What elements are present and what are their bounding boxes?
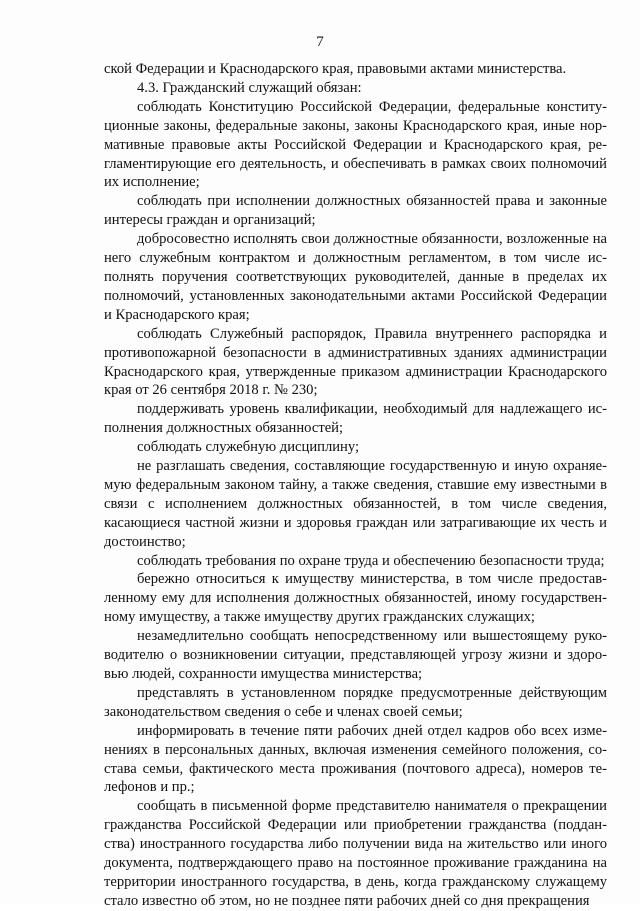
- paragraph-property: бережно относиться к имуществу министерства, в том числе предоставленному ему для исполнения должностных обязанностей, иному государственному имуществу, а также имуществу других гражданских служащих;: [104, 571, 607, 626]
- paragraph-service-schedule: соблюдать Служебный распорядок, Правила внутреннего распорядка и противопожарной безопасности в административных зданиях администрации Краснодарского края, утвержденные приказом администрации Краснодарского края от 26 сентября 2018 г. № 230;: [104, 325, 607, 399]
- paragraph-qualification: поддерживать уровень квалификации, необходимый для надлежащего исполнения должностных обязанностей;: [104, 401, 607, 437]
- paragraph-threat-report: незамедлительно сообщать непосредственному или вышестоящему руководителю о возникновении ситуации, представляющей угрозу жизни и здоровью людей, сохранности имущества министерства;: [104, 628, 607, 682]
- paragraph-labor-safety: соблюдать требования по охране труда и обеспечению безопасности труда;: [137, 552, 605, 569]
- paragraph-rights-interests: соблюдать при исполнении должностных обязанностей права и законные интересы граждан и организаций;: [104, 193, 607, 229]
- paragraph-duties: добросовестно исполнять свои должностные обязанности, возложенные на него служебным контрактом и должностным регламентом, в том числе исполнять поручения соответствующих руководителей, данные в пределах их полномочий, установленных законодательными актами Российской Федерации и Краснодарского края;: [104, 231, 607, 323]
- paragraph-secrecy: не разглашать сведения, составляющие государственную и иную охраняемую федеральным законом тайну, а также сведения, ставшие ему известными в связи с исполнением должностных обязанностей, в том числе сведения, касающиеся частной жизни и здоровья граждан или затрагивающие их честь и достоинство;: [104, 458, 607, 550]
- paragraph-personal-data: информировать в течение пяти рабочих дней отдел кадров обо всех изменениях в персональных данных, включая изменения семейного положения, состава семьи, фактического места проживания (почтового адреса), номеров телефонов и пр.;: [104, 722, 607, 796]
- document-body: [104, 60, 607, 911]
- page-number: 7: [316, 34, 324, 50]
- paragraph-family-info: представлять в установленном порядке предусмотренные действующим законодательством сведения о себе и членах своей семьи;: [104, 684, 607, 720]
- paragraph-citizenship: сообщать в письменной форме представителю нанимателя о прекращении гражданства Российской Федерации или приобретении гражданства (подданства) иностранного государства либо получении вида на жительство или иного документа, подтверждающего право на постоянное проживание гражданина на территории иностранного государства, в день, когда гражданскому служащему стало известно об этом, но не позднее пяти рабочих дней со дня прекращения: [104, 798, 607, 909]
- section-heading-4-3: 4.3. Гражданский служащий обязан:: [137, 79, 362, 96]
- paragraph-discipline: соблюдать служебную дисциплину;: [137, 439, 360, 456]
- paragraph-constitution: соблюдать Конституцию Российской Федерации, федеральные конституционные законы, федеральные законы, законы Краснодарского края, иные нормативные правовые акты Российской Федерации и Краснодарского края, регламентирующие его деятельность, и обеспечивать в рамках своих полномочий их исполнение;: [104, 98, 607, 191]
- paragraph-continuation: ской Федерации и Краснодарского края, правовыми актами министерства.: [104, 61, 567, 77]
